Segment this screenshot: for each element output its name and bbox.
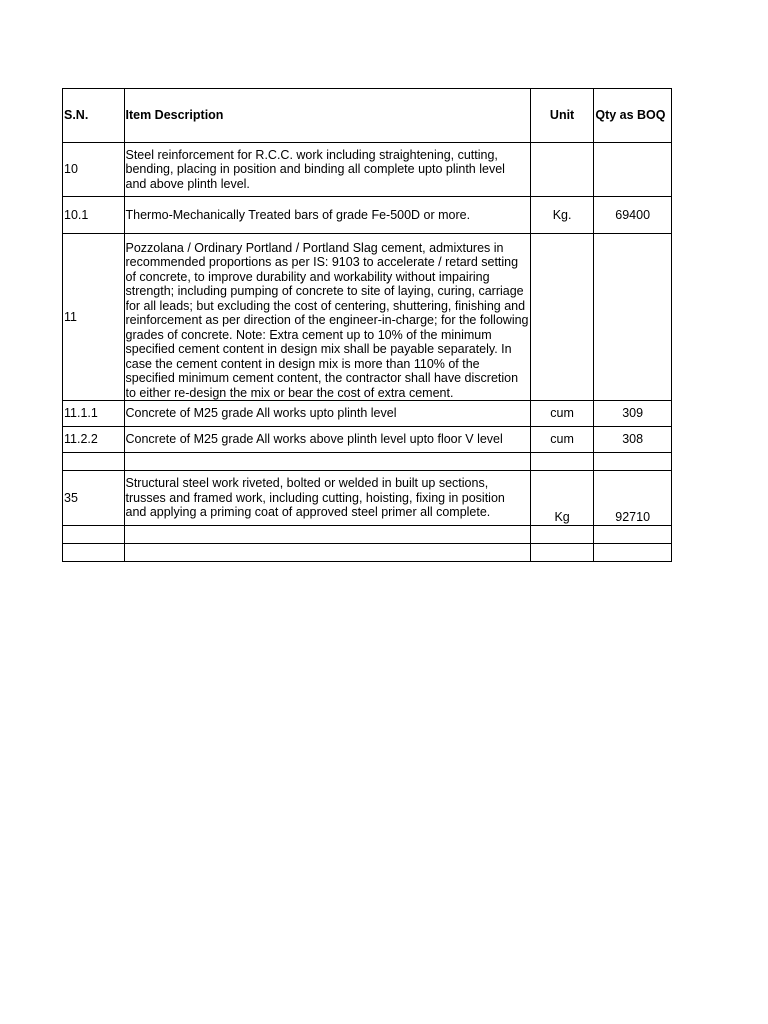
cell-unit[interactable]: Kg — [530, 471, 594, 526]
table-row — [63, 234, 672, 401]
cell-qty[interactable] — [594, 143, 672, 197]
cell-description[interactable]: Structural steel work riveted, bolted or welded in built up sections, trusses and framed work, including cutting, hoisting, fixing in position and applying a priming coat of approved steel primer all complete. — [124, 471, 530, 526]
header-description[interactable]: Item Description — [124, 89, 530, 143]
cell-description-text: Pozzolana / Ordinary Portland / Portland Slag cement, admixtures in recommended proportions as per IS: 9103 to accelerate / retard setting of concrete, to improve durability and workability without impairing strength; including pumping of concrete to site of laying, curing, carriage for all leads; but excluding the cost of centering, shuttering, finishing and reinforcement as per direction of the engineer-in-charge; for the following grades of concrete. Note: Extra cement up to 10% of the minimum specified cement content in design mix shall be payable separately. In case the cement content in design mix is more than 110% of the specified minimum cement content, the contractor shall have discretion to either re-design the mix or bear the cost of extra cement. — [125, 240, 529, 400]
empty-row — [63, 453, 672, 471]
empty-row — [63, 526, 672, 544]
header-row — [63, 89, 672, 143]
cell-description-clip — [126, 234, 529, 400]
cell-sn[interactable] — [63, 544, 125, 562]
cell-qty[interactable]: 308 — [594, 427, 672, 453]
cell-unit[interactable]: Kg. — [530, 197, 594, 234]
cell-sn[interactable]: 11.1.1 — [63, 401, 125, 427]
cell-unit[interactable] — [530, 453, 594, 471]
empty-row — [63, 544, 672, 562]
boq-table — [62, 88, 672, 562]
table-row — [63, 143, 672, 197]
cell-sn[interactable] — [63, 453, 125, 471]
header-sn[interactable]: S.N. — [63, 89, 125, 143]
cell-description[interactable] — [124, 453, 530, 471]
cell-qty[interactable] — [594, 453, 672, 471]
cell-unit[interactable]: cum — [530, 427, 594, 453]
cell-qty[interactable]: 92710 — [594, 471, 672, 526]
cell-qty[interactable] — [594, 526, 672, 544]
cell-sn[interactable]: 11 — [63, 234, 125, 401]
cell-sn[interactable]: 35 — [63, 471, 125, 526]
cell-description[interactable]: Concrete of M25 grade All works above plinth level upto floor V level — [124, 427, 530, 453]
cell-unit[interactable] — [530, 544, 594, 562]
table-row — [63, 427, 672, 453]
header-qty[interactable]: Qty as BOQ — [594, 89, 672, 143]
cell-description[interactable] — [124, 234, 530, 401]
table-row — [63, 401, 672, 427]
cell-qty[interactable]: 309 — [594, 401, 672, 427]
cell-sn[interactable]: 10 — [63, 143, 125, 197]
cell-description[interactable] — [124, 526, 530, 544]
cell-unit[interactable] — [530, 234, 594, 401]
cell-description[interactable]: Steel reinforcement for R.C.C. work including straightening, cutting, bending, placing in position and binding all complete upto plinth level and above plinth level. — [124, 143, 530, 197]
cell-qty[interactable] — [594, 544, 672, 562]
cell-unit[interactable]: cum — [530, 401, 594, 427]
table-row — [63, 197, 672, 234]
cell-description[interactable]: Concrete of M25 grade All works upto plinth level — [124, 401, 530, 427]
cell-sn[interactable] — [63, 526, 125, 544]
cell-unit[interactable] — [530, 143, 594, 197]
cell-qty[interactable]: 69400 — [594, 197, 672, 234]
table-row — [63, 471, 672, 526]
header-unit[interactable]: Unit — [530, 89, 594, 143]
cell-sn[interactable]: 11.2.2 — [63, 427, 125, 453]
cell-unit[interactable] — [530, 526, 594, 544]
cell-sn[interactable]: 10.1 — [63, 197, 125, 234]
cell-description[interactable] — [124, 544, 530, 562]
cell-qty[interactable] — [594, 234, 672, 401]
cell-description[interactable]: Thermo-Mechanically Treated bars of grade Fe-500D or more. — [124, 197, 530, 234]
